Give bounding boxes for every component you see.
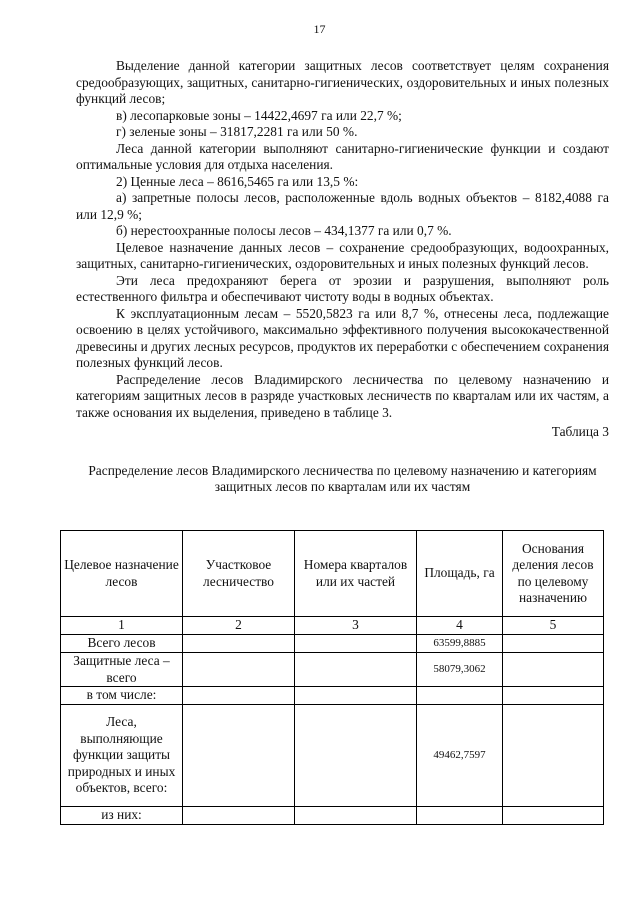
table-cell bbox=[503, 653, 604, 687]
page-number: 17 bbox=[313, 22, 326, 36]
column-header: Номера кварталов или их частей bbox=[295, 531, 417, 617]
table-cell: в том числе: bbox=[61, 687, 183, 705]
paragraph: 2) Ценные леса – 8616,5465 га или 13,5 %: bbox=[116, 173, 359, 189]
column-header: Основания деления лесов по целевому назначению bbox=[503, 531, 604, 617]
table-cell bbox=[295, 807, 417, 825]
table-cell bbox=[183, 687, 295, 705]
table-cell bbox=[295, 705, 417, 807]
table-cell: 58079,3062 bbox=[417, 653, 503, 687]
paragraph: Эти леса предохраняют берега от эрозии и разрушения, выполняют роль естественного фильтра и обеспечивают чистоту воды в водных объектах. bbox=[76, 272, 609, 304]
paragraph: Целевое назначение данных лесов – сохранение средообразующих, водоохранных, защитных, санитарно-гигиенических, оздоровительных и иных полезных функций лесов. bbox=[76, 239, 609, 271]
table-cell bbox=[183, 653, 295, 687]
document-body bbox=[76, 58, 609, 496]
paragraph: Леса данной категории выполняют санитарно-гигиенические функции и создают оптимальные условия для отдыха населения. bbox=[76, 140, 609, 172]
paragraph: г) зеленые зоны – 31817,2281 га или 50 %. bbox=[116, 124, 358, 139]
paragraph: К эксплуатационным лесам – 5520,5823 га или 8,7 %, отнесены леса, подлежащие освоению в целях устойчивого, максимально эффективного получения высококачественной древесины и других лесных ресурсов, продуктов их переработки с обеспечением сохранения полезных функций лесов. bbox=[76, 305, 609, 370]
column-header: Площадь, га bbox=[417, 531, 503, 617]
column-number: 4 bbox=[417, 617, 503, 635]
paragraph: б) нерестоохранные полосы лесов – 434,1377 га или 0,7 %. bbox=[116, 223, 452, 238]
paragraph: Выделение данной категории защитных лесов соответствует целям сохранения средообразующих, защитных, санитарно-гигиенических, оздоровительных и иных полезных функций лесов; bbox=[76, 58, 609, 106]
table-cell bbox=[295, 653, 417, 687]
table-row bbox=[61, 705, 604, 807]
table-cell: Леса, выполняющие функции защиты природных и иных объектов, всего: bbox=[61, 705, 183, 807]
paragraph: в) лесопарковые зоны – 14422,4697 га или 22,7 %; bbox=[116, 107, 402, 123]
table-header-row bbox=[61, 531, 604, 617]
table-cell bbox=[295, 635, 417, 653]
table-cell bbox=[503, 807, 604, 825]
table-cell bbox=[503, 687, 604, 705]
paragraph: а) запретные полосы лесов, расположенные вдоль водных объектов – 8182,4088 га или 12,9 %; bbox=[76, 190, 609, 222]
column-number: 2 bbox=[183, 617, 295, 635]
column-number: 1 bbox=[61, 617, 183, 635]
table-cell: из них: bbox=[61, 807, 183, 825]
table-cell bbox=[503, 635, 604, 653]
table-cell bbox=[183, 807, 295, 825]
column-header: Участковое лесничество bbox=[183, 531, 295, 617]
paragraph: Распределение лесов Владимирского лесничества по целевому назначению и категориям защитных лесов в разряде участковых лесничеств по кварталам или их частям, а также основания их выделения, приведено в таблице 3. bbox=[76, 371, 609, 420]
table-row bbox=[61, 687, 604, 705]
column-number: 5 bbox=[503, 617, 604, 635]
table-row bbox=[61, 653, 604, 687]
table-cell: 49462,7597 bbox=[417, 705, 503, 807]
table-cell bbox=[503, 705, 604, 807]
table-cell: Защитные леса – всего bbox=[61, 653, 183, 687]
table-cell bbox=[183, 705, 295, 807]
table-cell bbox=[295, 687, 417, 705]
column-number-row bbox=[61, 617, 604, 635]
table-cell bbox=[417, 807, 503, 825]
table-row bbox=[61, 635, 604, 653]
table-cell bbox=[417, 687, 503, 705]
table-caption: Распределение лесов Владимирского лесничества по целевому назначению и категориям защитных лесов по кварталам или их частям bbox=[88, 462, 597, 494]
table-cell: 63599,8885 bbox=[417, 635, 503, 653]
column-header: Целевое назначение лесов bbox=[61, 531, 183, 617]
table-cell: Всего лесов bbox=[61, 635, 183, 653]
table-row bbox=[61, 807, 604, 825]
forest-distribution-table bbox=[60, 530, 604, 825]
table-cell bbox=[183, 635, 295, 653]
column-number: 3 bbox=[295, 617, 417, 635]
table-label: Таблица 3 bbox=[551, 424, 609, 439]
